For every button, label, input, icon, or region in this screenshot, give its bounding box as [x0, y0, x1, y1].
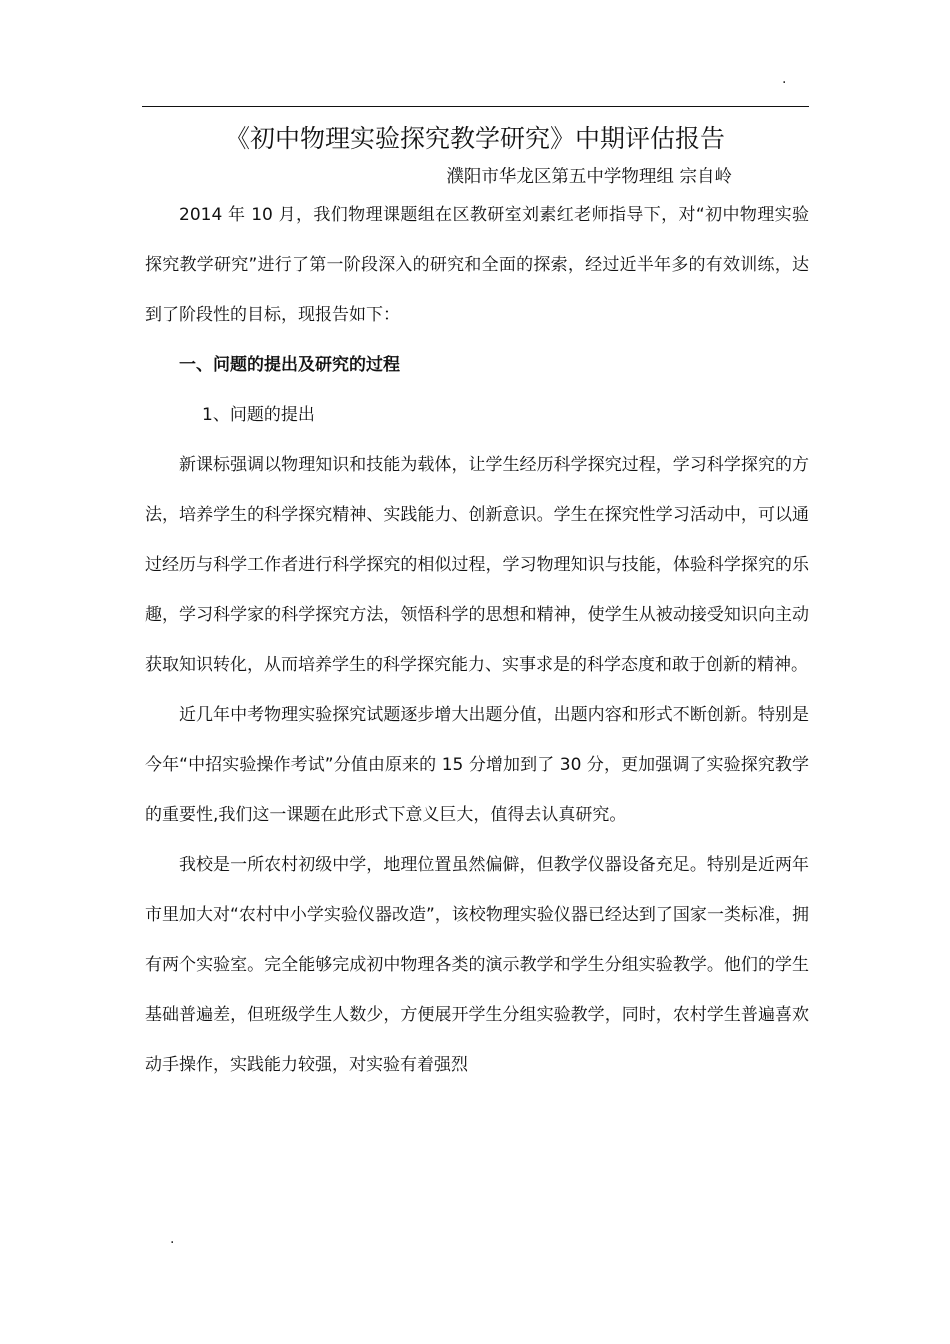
body-paragraph: 近几年中考物理实验探究试题逐步增大出题分值，出题内容和形式不断创新。特别是今年“中招实验操作考试”分值由原来的 15 分增加到了 30 分，更加强调了实验探究教学的重要性,我们这一课题在此形式下意义巨大，值得去认真研究。 — [145, 705, 809, 825]
document-author: 濮阳市华龙区第五中学物理组 宗自岭 — [446, 167, 732, 187]
section-heading: 一、问题的提出及研究的过程 — [179, 355, 400, 375]
intro-paragraph: 2014 年 10 月，我们物理课题组在区教研室刘素红老师指导下，对“初中物理实验探究教学研究”进行了第一阶段深入的研究和全面的探索，经过近半年多的有效训练，达到了阶段性的目标，现报告如下： — [145, 205, 809, 325]
footer-dot-mark: . — [170, 1231, 175, 1247]
document-body — [145, 190, 809, 1090]
body-paragraph: 我校是一所农村初级中学，地理位置虽然偏僻，但教学仪器设备充足。特别是近两年市里加大对“农村中小学实验仪器改造”，该校物理实验仪器已经达到了国家一类标准，拥有两个实验室。完全能够完成初中物理各类的演示教学和学生分组实验教学。他们的学生基础普遍差，但班级学生人数少，方便展开学生分组实验教学，同时，农村学生普遍喜欢动手操作，实践能力较强，对实验有着强烈 — [145, 855, 809, 1075]
document-title: 《初中物理实验探究教学研究》中期评估报告 — [224, 124, 725, 153]
header-rule — [142, 106, 809, 107]
header-dot-mark: . — [782, 71, 787, 87]
subsection-heading: 1、问题的提出 — [202, 405, 315, 425]
body-paragraph: 新课标强调以物理知识和技能为载体，让学生经历科学探究过程，学习科学探究的方法，培养学生的科学探究精神、实践能力、创新意识。学生在探究性学习活动中，可以通过经历与科学工作者进行科学探究的相似过程，学习物理知识与技能，体验科学探究的乐趣，学习科学家的科学探究方法，领悟科学的思想和精神，使学生从被动接受知识向主动获取知识转化，从而培养学生的科学探究能力、实事求是的科学态度和敢于创新的精神。 — [145, 455, 809, 675]
